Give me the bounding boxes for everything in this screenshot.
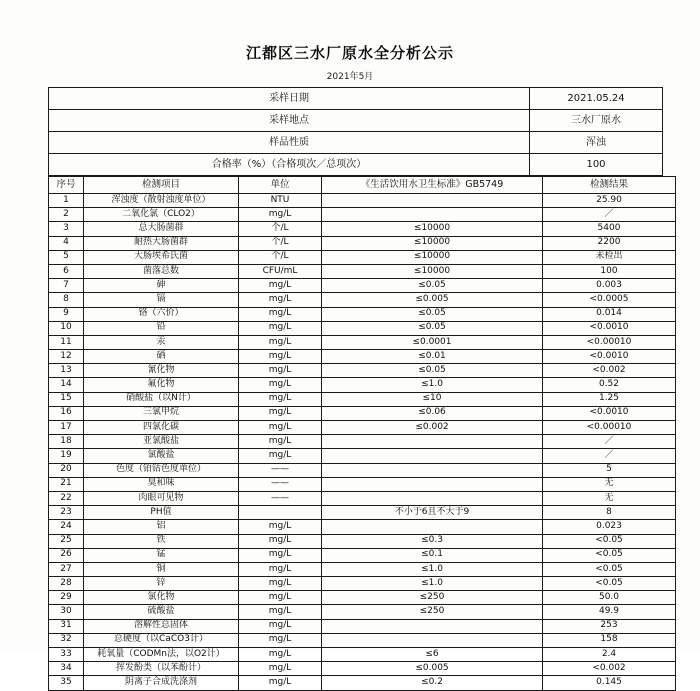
cell-result: <0.0010	[543, 406, 676, 420]
cell-index: 30	[49, 605, 84, 619]
cell-standard	[322, 619, 543, 633]
sample-info-row	[49, 132, 663, 154]
table-row	[49, 406, 676, 420]
sample-info-row	[49, 110, 663, 132]
table-row	[49, 364, 676, 378]
cell-index: 6	[49, 264, 84, 278]
table-row	[49, 208, 676, 222]
cell-item: 镉	[84, 293, 239, 307]
cell-standard	[322, 633, 543, 647]
cell-item: 二氧化氯（CLO2）	[84, 208, 239, 222]
cell-result: 25.90	[543, 194, 676, 208]
cell-item: 氟化物	[84, 378, 239, 392]
cell-item: 肉眼可见物	[84, 491, 239, 505]
cell-standard: ≤0.005	[322, 662, 543, 676]
cell-result: <0.05	[543, 548, 676, 562]
cell-item: 氯化物	[84, 591, 239, 605]
sample-info-label: 采样地点	[49, 110, 530, 132]
cell-item: 耐热大肠菌群	[84, 236, 239, 250]
cell-item: 溶解性总固体	[84, 619, 239, 633]
table-row	[49, 477, 676, 491]
cell-result: ／	[543, 449, 676, 463]
sample-info-row	[49, 88, 663, 110]
table-row	[49, 633, 676, 647]
cell-item: 氰化物	[84, 364, 239, 378]
cell-item: 总硬度（以CaCO3计）	[84, 633, 239, 647]
sample-info-value: 三水厂原水	[530, 110, 663, 132]
cell-standard	[322, 463, 543, 477]
page-subtitle: 2021年5月	[326, 72, 374, 82]
cell-standard	[322, 477, 543, 491]
cell-standard: ≤1.0	[322, 562, 543, 576]
cell-unit: mg/L	[239, 662, 322, 676]
cell-unit: mg/L	[239, 335, 322, 349]
cell-result: 1.25	[543, 392, 676, 406]
cell-index: 8	[49, 293, 84, 307]
cell-index: 22	[49, 491, 84, 505]
cell-index: 4	[49, 236, 84, 250]
cell-standard: 不小于6且不大于9	[322, 506, 543, 520]
table-row	[49, 421, 676, 435]
cell-index: 33	[49, 648, 84, 662]
column-header-index: 序号	[49, 177, 84, 194]
cell-item: 铁	[84, 534, 239, 548]
cell-item: 四氯化碳	[84, 421, 239, 435]
cell-result: 未检出	[543, 250, 676, 264]
cell-standard: ≤1.0	[322, 378, 543, 392]
cell-item: 总大肠菌群	[84, 222, 239, 236]
cell-unit: mg/L	[239, 676, 322, 690]
cell-standard: ≤10000	[322, 222, 543, 236]
cell-result: 2.4	[543, 648, 676, 662]
cell-item: 锰	[84, 548, 239, 562]
table-row	[49, 350, 676, 364]
table-row	[49, 279, 676, 293]
cell-unit: NTU	[239, 194, 322, 208]
cell-standard: ≤250	[322, 591, 543, 605]
table-header-row	[49, 177, 676, 194]
table-row	[49, 463, 676, 477]
sample-info-table	[48, 87, 663, 176]
cell-unit: ——	[239, 491, 322, 505]
cell-unit: mg/L	[239, 392, 322, 406]
cell-unit: 个/L	[239, 222, 322, 236]
column-header-result: 检测结果	[543, 177, 676, 194]
table-row	[49, 676, 676, 690]
cell-result: 50.0	[543, 591, 676, 605]
cell-standard: ≤6	[322, 648, 543, 662]
cell-result: <0.00010	[543, 421, 676, 435]
cell-index: 12	[49, 350, 84, 364]
cell-index: 23	[49, 506, 84, 520]
cell-unit: mg/L	[239, 321, 322, 335]
cell-result: 49.9	[543, 605, 676, 619]
cell-result: 0.014	[543, 307, 676, 321]
cell-unit: mg/L	[239, 591, 322, 605]
column-header-unit: 单位	[239, 177, 322, 194]
table-row	[49, 222, 676, 236]
cell-unit: mg/L	[239, 548, 322, 562]
cell-unit: mg/L	[239, 577, 322, 591]
cell-result: 0.52	[543, 378, 676, 392]
cell-standard	[322, 194, 543, 208]
column-header-standard: 《生活饮用水卫生标准》GB5749	[322, 177, 543, 194]
cell-standard: ≤0.01	[322, 350, 543, 364]
column-header-item: 检测项目	[84, 177, 239, 194]
cell-index: 34	[49, 662, 84, 676]
cell-index: 16	[49, 406, 84, 420]
cell-item: 菌落总数	[84, 264, 239, 278]
cell-index: 24	[49, 520, 84, 534]
cell-standard: ≤0.1	[322, 548, 543, 562]
cell-result: 0.145	[543, 676, 676, 690]
table-row	[49, 662, 676, 676]
cell-result: <0.002	[543, 364, 676, 378]
cell-item: 铜	[84, 562, 239, 576]
cell-index: 35	[49, 676, 84, 690]
cell-index: 31	[49, 619, 84, 633]
cell-item: 铬（六价）	[84, 307, 239, 321]
cell-unit: mg/L	[239, 605, 322, 619]
cell-index: 18	[49, 435, 84, 449]
cell-standard: ≤0.3	[322, 534, 543, 548]
cell-standard	[322, 449, 543, 463]
cell-unit: mg/L	[239, 208, 322, 222]
cell-standard: ≤0.05	[322, 364, 543, 378]
cell-index: 29	[49, 591, 84, 605]
cell-item: PH值	[84, 506, 239, 520]
cell-unit: mg/L	[239, 406, 322, 420]
cell-standard: ≤0.06	[322, 406, 543, 420]
table-row	[49, 577, 676, 591]
table-row	[49, 293, 676, 307]
analysis-results-table	[48, 176, 676, 691]
cell-standard: ≤0.002	[322, 421, 543, 435]
cell-unit: mg/L	[239, 619, 322, 633]
cell-result: 8	[543, 506, 676, 520]
cell-index: 15	[49, 392, 84, 406]
cell-unit: mg/L	[239, 307, 322, 321]
cell-unit: mg/L	[239, 293, 322, 307]
cell-unit: mg/L	[239, 520, 322, 534]
cell-index: 17	[49, 421, 84, 435]
sample-info-row	[49, 154, 663, 176]
cell-unit: 个/L	[239, 250, 322, 264]
cell-index: 11	[49, 335, 84, 349]
table-row	[49, 194, 676, 208]
table-row	[49, 335, 676, 349]
cell-item: 氯酸盐	[84, 449, 239, 463]
cell-unit: mg/L	[239, 421, 322, 435]
cell-item: 臭和味	[84, 477, 239, 491]
sample-info-label: 合格率（%）（合格项次／总项次）	[49, 154, 530, 176]
cell-index: 26	[49, 548, 84, 562]
cell-unit: mg/L	[239, 350, 322, 364]
cell-result: 0.023	[543, 520, 676, 534]
cell-result: <0.05	[543, 562, 676, 576]
cell-index: 14	[49, 378, 84, 392]
cell-item: 硫酸盐	[84, 605, 239, 619]
cell-standard: ≤0.05	[322, 321, 543, 335]
cell-unit: mg/L	[239, 562, 322, 576]
sample-info-value: 2021.05.24	[530, 88, 663, 110]
cell-index: 27	[49, 562, 84, 576]
cell-standard: ≤0.0001	[322, 335, 543, 349]
cell-unit: ——	[239, 477, 322, 491]
table-row	[49, 548, 676, 562]
table-row	[49, 250, 676, 264]
cell-index: 13	[49, 364, 84, 378]
cell-unit	[239, 506, 322, 520]
cell-item: 耗氧量（CODMn法，以O2计）	[84, 648, 239, 662]
cell-result: 100	[543, 264, 676, 278]
cell-item: 浑浊度（散射浊度单位）	[84, 194, 239, 208]
cell-standard	[322, 491, 543, 505]
cell-result: 5	[543, 463, 676, 477]
cell-item: 铅	[84, 321, 239, 335]
cell-result: <0.0010	[543, 321, 676, 335]
cell-standard: ≤0.05	[322, 279, 543, 293]
cell-unit: mg/L	[239, 279, 322, 293]
cell-index: 25	[49, 534, 84, 548]
cell-standard: ≤10000	[322, 250, 543, 264]
table-row	[49, 534, 676, 548]
cell-unit: ——	[239, 463, 322, 477]
cell-index: 28	[49, 577, 84, 591]
cell-index: 21	[49, 477, 84, 491]
cell-result: 无	[543, 477, 676, 491]
cell-item: 阴离子合成洗涤剂	[84, 676, 239, 690]
cell-unit: mg/L	[239, 633, 322, 647]
cell-index: 20	[49, 463, 84, 477]
cell-result: 0.003	[543, 279, 676, 293]
cell-standard	[322, 520, 543, 534]
cell-item: 硝酸盐（以N计）	[84, 392, 239, 406]
cell-result: 2200	[543, 236, 676, 250]
cell-result: ／	[543, 208, 676, 222]
cell-standard: ≤10000	[322, 264, 543, 278]
cell-unit: mg/L	[239, 648, 322, 662]
cell-index: 10	[49, 321, 84, 335]
cell-standard	[322, 208, 543, 222]
table-row	[49, 392, 676, 406]
sample-info-label: 采样日期	[49, 88, 530, 110]
cell-standard: ≤250	[322, 605, 543, 619]
cell-standard: ≤1.0	[322, 577, 543, 591]
cell-result: <0.002	[543, 662, 676, 676]
table-row	[49, 321, 676, 335]
table-row	[49, 378, 676, 392]
cell-standard: ≤10	[322, 392, 543, 406]
cell-result: 158	[543, 633, 676, 647]
cell-result: <0.05	[543, 577, 676, 591]
cell-result: 253	[543, 619, 676, 633]
cell-item: 硒	[84, 350, 239, 364]
table-row	[49, 449, 676, 463]
cell-unit: mg/L	[239, 364, 322, 378]
cell-standard: ≤0.2	[322, 676, 543, 690]
cell-item: 砷	[84, 279, 239, 293]
cell-result: <0.0005	[543, 293, 676, 307]
cell-item: 色度（铂钴色度单位）	[84, 463, 239, 477]
cell-unit: mg/L	[239, 534, 322, 548]
table-row	[49, 491, 676, 505]
cell-index: 32	[49, 633, 84, 647]
page-title: 江都区三水厂原水全分析公示	[245, 44, 454, 62]
cell-standard: ≤0.005	[322, 293, 543, 307]
table-row	[49, 605, 676, 619]
table-row	[49, 264, 676, 278]
cell-result: ／	[543, 435, 676, 449]
table-row	[49, 562, 676, 576]
table-row	[49, 435, 676, 449]
cell-index: 19	[49, 449, 84, 463]
cell-result: <0.0010	[543, 350, 676, 364]
table-row	[49, 307, 676, 321]
cell-index: 7	[49, 279, 84, 293]
cell-index: 1	[49, 194, 84, 208]
cell-item: 亚氯酸盐	[84, 435, 239, 449]
cell-result: <0.05	[543, 534, 676, 548]
table-row	[49, 591, 676, 605]
cell-item: 铝	[84, 520, 239, 534]
cell-unit: mg/L	[239, 449, 322, 463]
cell-item: 汞	[84, 335, 239, 349]
cell-result: 无	[543, 491, 676, 505]
tables-container	[48, 87, 652, 691]
sample-info-label: 样品性质	[49, 132, 530, 154]
sample-info-value: 100	[530, 154, 663, 176]
cell-index: 5	[49, 250, 84, 264]
cell-item: 大肠埃希氏菌	[84, 250, 239, 264]
cell-unit: CFU/mL	[239, 264, 322, 278]
cell-index: 2	[49, 208, 84, 222]
cell-unit: mg/L	[239, 435, 322, 449]
cell-standard: ≤10000	[322, 236, 543, 250]
cell-item: 锌	[84, 577, 239, 591]
cell-standard: ≤0.05	[322, 307, 543, 321]
cell-index: 9	[49, 307, 84, 321]
table-row	[49, 619, 676, 633]
cell-standard	[322, 435, 543, 449]
table-row	[49, 506, 676, 520]
table-row	[49, 236, 676, 250]
cell-item: 三氯甲烷	[84, 406, 239, 420]
cell-result: 5400	[543, 222, 676, 236]
cell-index: 3	[49, 222, 84, 236]
cell-result: <0.00010	[543, 335, 676, 349]
cell-unit: 个/L	[239, 236, 322, 250]
sample-info-value: 浑浊	[530, 132, 663, 154]
table-row	[49, 520, 676, 534]
cell-item: 挥发酚类（以苯酚计）	[84, 662, 239, 676]
cell-unit: mg/L	[239, 378, 322, 392]
